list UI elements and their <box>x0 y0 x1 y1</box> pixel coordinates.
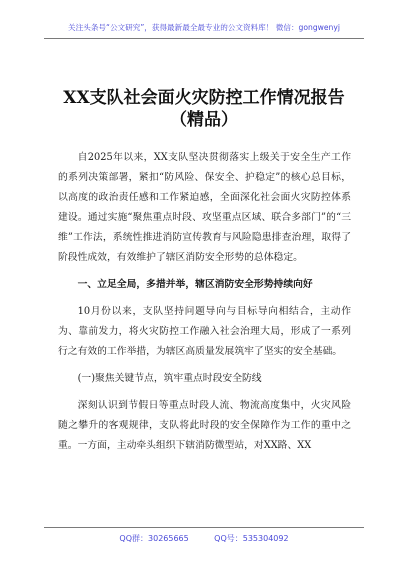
document-body <box>58 148 351 456</box>
header-note: 关注头条号“公文研究”，获得最新最全最专业的公文资料库！ 微信：gongwenyj <box>68 23 340 32</box>
section-1-paragraph: 10月份以来，支队坚持问题导向与目标导向相结合，主动作为、靠前发力，将火灾防控工作融入社会治理大局，形成了一系列行之有效的工作举措，为辖区高质量发展筑牢了坚实的安全基础。 <box>58 306 351 357</box>
subsection-1-paragraph: 深刻认识到节假日等重点时段人流、物流高度集中，火灾风险随之攀升的客观规律，支队将此时段的安全保障作为工作的重中之重。一方面，主动牵头组织下辖消防微型站，对XX路、XX <box>58 400 351 451</box>
footer-divider <box>44 527 364 528</box>
header-divider <box>44 38 364 39</box>
document-title <box>0 87 408 131</box>
title-line-1: XX支队社会面火灾防控工作情况报告 <box>63 88 345 108</box>
intro-paragraph: 自2025年以来，XX支队坚决贯彻落实上级关于安全生产工作的系列决策部署，紧扣“防风险、保安全、护稳定”的核心总目标，以高度的政治责任感和工作紧迫感，全面深化社会面火灾防控体系建设。通过实施“聚焦重点时段、攻坚重点区域、联合多部门”的“三维”工作法，系统性推进消防宣传教育与风险隐患排查治理，取得了阶段性成效，有效维护了辖区消防安全形势的总体稳定。 <box>58 152 351 263</box>
title-line-2: （精品） <box>170 110 238 130</box>
section-1-heading: 一、立足全局，多措并举，辖区消防安全形势持续向好 <box>77 279 313 290</box>
subsection-1-heading: (一)聚焦关键节点，筑牢重点时段安全防线 <box>77 373 262 384</box>
footer-note: QQ群：30265665 QQ号：535304092 <box>119 534 289 543</box>
